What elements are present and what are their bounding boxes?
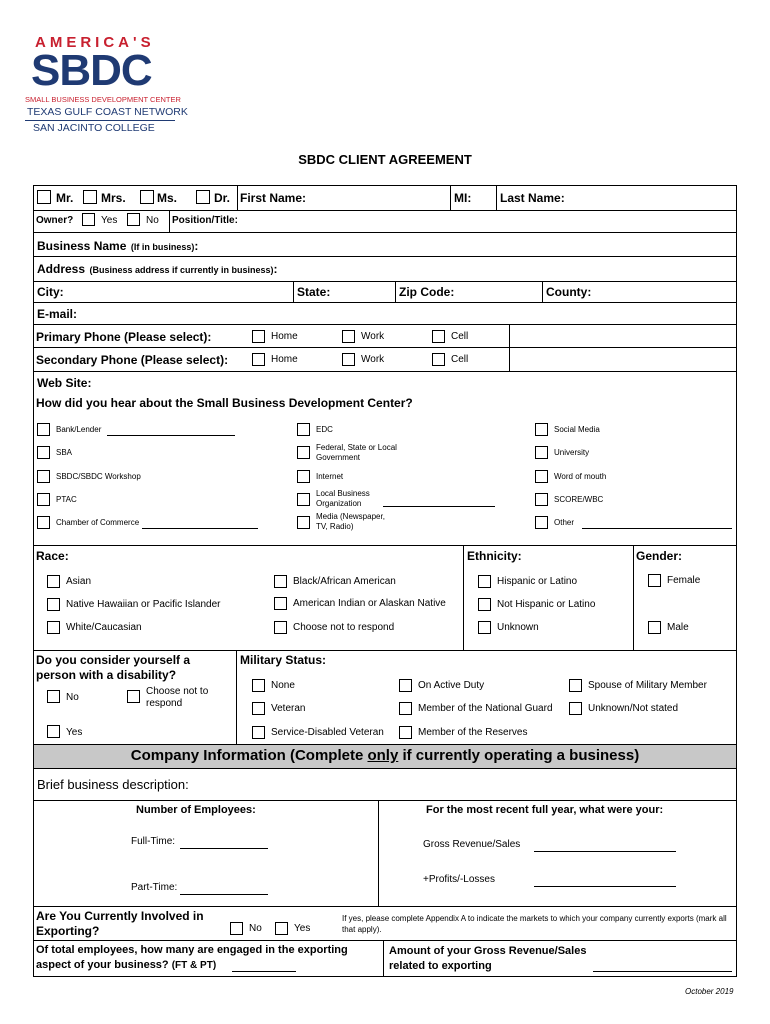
primary-cell-checkbox[interactable] bbox=[432, 330, 445, 343]
military-veteran-checkbox[interactable] bbox=[252, 702, 265, 715]
export-employees-input[interactable] bbox=[232, 971, 296, 972]
dr-label: Dr. bbox=[214, 191, 231, 205]
disability-no-checkbox[interactable] bbox=[47, 690, 60, 703]
military-veteran-label: Veteran bbox=[271, 703, 306, 714]
federal-checkbox[interactable] bbox=[297, 446, 310, 459]
chamber-label: Chamber of Commerce bbox=[56, 518, 140, 527]
position-title-label: Position/Title: bbox=[172, 215, 238, 226]
military-unknown-label: Unknown/Not stated bbox=[588, 703, 679, 714]
military-active-label: On Active Duty bbox=[418, 680, 485, 691]
ptac-checkbox[interactable] bbox=[37, 493, 50, 506]
military-label: Military Status: bbox=[240, 653, 327, 667]
score-checkbox[interactable] bbox=[535, 493, 548, 506]
owner-label: Owner? bbox=[36, 215, 74, 226]
last-name-label: Last Name: bbox=[500, 191, 565, 205]
military-unknown-checkbox[interactable] bbox=[569, 702, 582, 715]
bank-label: Bank/Lender bbox=[56, 425, 102, 434]
federal-label: Federal, State or Local Government bbox=[316, 443, 397, 462]
military-spouse-label: Spouse of Military Member bbox=[588, 680, 707, 691]
military-active-checkbox[interactable] bbox=[399, 679, 412, 692]
mrs-label: Mrs. bbox=[101, 191, 126, 205]
address-note: (Business address if currently in business) bbox=[89, 265, 274, 275]
ms-label: Ms. bbox=[157, 191, 178, 205]
secondary-work-label: Work bbox=[361, 354, 385, 365]
city-label: City: bbox=[37, 285, 64, 299]
black-label: Black/African American bbox=[293, 576, 396, 587]
export-amount-question: Amount of your Gross Revenue/Sales related to exporting bbox=[389, 945, 587, 972]
exporting-yes-checkbox[interactable] bbox=[275, 922, 288, 935]
secondary-phone-label: Secondary Phone (Please select): bbox=[36, 353, 229, 367]
university-label: University bbox=[554, 448, 590, 457]
edc-checkbox[interactable] bbox=[297, 423, 310, 436]
revenue-label: Gross Revenue/Sales bbox=[423, 839, 521, 850]
gender-label: Gender: bbox=[636, 549, 683, 563]
ms-checkbox[interactable] bbox=[140, 190, 154, 204]
workshop-label: SBDC/SBDC Workshop bbox=[56, 472, 141, 481]
secondary-cell-checkbox[interactable] bbox=[432, 353, 445, 366]
primary-phone-label: Primary Phone (Please select): bbox=[36, 330, 212, 344]
export-employees-question bbox=[36, 943, 381, 973]
bank-checkbox[interactable] bbox=[37, 423, 50, 436]
american-indian-label: American Indian or Alaskan Native bbox=[293, 598, 446, 609]
hispanic-label: Hispanic or Latino bbox=[497, 576, 578, 587]
zip-label: Zip Code: bbox=[399, 285, 455, 299]
logo-center: SMALL BUSINESS DEVELOPMENT CENTER bbox=[25, 95, 181, 104]
hawaiian-label: Native Hawaiian or Pacific Islander bbox=[66, 599, 221, 610]
hispanic-checkbox[interactable] bbox=[478, 575, 491, 588]
race-label: Race: bbox=[36, 549, 69, 563]
export-ft-pt: (FT & PT) bbox=[171, 960, 217, 971]
white-checkbox[interactable] bbox=[47, 621, 60, 634]
primary-work-checkbox[interactable] bbox=[342, 330, 355, 343]
state-label: State: bbox=[297, 285, 331, 299]
race-not-respond-checkbox[interactable] bbox=[274, 621, 287, 634]
mrs-checkbox[interactable] bbox=[83, 190, 97, 204]
not-hispanic-checkbox[interactable] bbox=[478, 598, 491, 611]
military-guard-label: Member of the National Guard bbox=[418, 703, 553, 714]
secondary-home-checkbox[interactable] bbox=[252, 353, 265, 366]
form-title: SBDC CLIENT AGREEMENT bbox=[298, 152, 472, 167]
primary-work-label: Work bbox=[361, 331, 385, 342]
military-service-disabled-checkbox[interactable] bbox=[252, 726, 265, 739]
primary-home-label: Home bbox=[271, 331, 298, 342]
secondary-home-label: Home bbox=[271, 354, 298, 365]
primary-home-checkbox[interactable] bbox=[252, 330, 265, 343]
internet-checkbox[interactable] bbox=[297, 470, 310, 483]
website-label: Web Site: bbox=[37, 376, 92, 390]
company-heading bbox=[34, 747, 736, 764]
county-label: County: bbox=[546, 285, 592, 299]
company-heading-pre: Company Information (Complete bbox=[130, 747, 368, 764]
other-label: Other bbox=[554, 518, 575, 527]
military-none-checkbox[interactable] bbox=[252, 679, 265, 692]
military-reserves-checkbox[interactable] bbox=[399, 726, 412, 739]
male-checkbox[interactable] bbox=[648, 621, 661, 634]
recent-year-label: For the most recent full year, what were your: bbox=[426, 804, 664, 816]
hawaiian-checkbox[interactable] bbox=[47, 598, 60, 611]
ethnicity-unknown-label: Unknown bbox=[497, 622, 539, 633]
american-indian-checkbox[interactable] bbox=[274, 597, 287, 610]
address-colon: : bbox=[273, 262, 278, 276]
score-label: SCORE/WBC bbox=[554, 495, 604, 504]
company-heading-post: if currently operating a business) bbox=[398, 747, 640, 764]
company-heading-only: only bbox=[367, 747, 399, 764]
owner-no-label: No bbox=[146, 215, 159, 226]
dr-checkbox[interactable] bbox=[196, 190, 210, 204]
military-none-label: None bbox=[271, 680, 295, 691]
disability-yes-label: Yes bbox=[66, 727, 83, 738]
export-amount-input[interactable] bbox=[593, 971, 732, 972]
owner-yes-checkbox[interactable] bbox=[82, 213, 95, 226]
edc-label: EDC bbox=[316, 425, 333, 434]
secondary-cell-label: Cell bbox=[451, 354, 469, 365]
secondary-work-checkbox[interactable] bbox=[342, 353, 355, 366]
first-name-input[interactable] bbox=[310, 187, 446, 208]
male-label: Male bbox=[667, 622, 689, 633]
owner-yes-label: Yes bbox=[101, 215, 118, 226]
not-hispanic-label: Not Hispanic or Latino bbox=[497, 599, 596, 610]
export-employees-text: aspect of your business? bbox=[36, 959, 169, 971]
disability-no-label: No bbox=[66, 692, 79, 703]
ethnicity-label: Ethnicity: bbox=[467, 549, 522, 563]
last-name-input[interactable] bbox=[570, 187, 734, 208]
footer-date: October 2019 bbox=[685, 987, 734, 996]
military-guard-checkbox[interactable] bbox=[399, 702, 412, 715]
business-name-note: (If in business) bbox=[130, 242, 195, 252]
exporting-no-checkbox[interactable] bbox=[230, 922, 243, 935]
military-spouse-checkbox[interactable] bbox=[569, 679, 582, 692]
exporting-yes-label: Yes bbox=[294, 923, 311, 934]
social-label: Social Media bbox=[554, 425, 600, 434]
word-checkbox[interactable] bbox=[535, 470, 548, 483]
profits-input[interactable] bbox=[534, 886, 676, 887]
logo-sbdc: SBDC bbox=[31, 46, 152, 95]
address-text: Address bbox=[37, 262, 86, 276]
race-not-respond-label: Choose not to respond bbox=[293, 622, 395, 633]
employees-label: Number of Employees: bbox=[136, 804, 256, 816]
sba-label: SBA bbox=[56, 448, 73, 457]
ptac-label: PTAC bbox=[56, 495, 77, 504]
fulltime-input[interactable] bbox=[180, 848, 268, 849]
business-name-text: Business Name bbox=[37, 239, 127, 253]
owner-no-checkbox[interactable] bbox=[127, 213, 140, 226]
other-checkbox[interactable] bbox=[535, 516, 548, 529]
military-service-disabled-label: Service-Disabled Veteran bbox=[271, 727, 384, 738]
export-employees-line1: Of total employees, how many are engaged in the exporting bbox=[36, 944, 348, 956]
female-label: Female bbox=[667, 575, 701, 586]
fulltime-label: Full-Time: bbox=[131, 836, 176, 847]
mr-label: Mr. bbox=[56, 191, 74, 205]
business-name-label bbox=[37, 237, 198, 255]
export-employees-line2 bbox=[36, 958, 381, 973]
mi-label: MI: bbox=[454, 191, 472, 205]
ethnicity-unknown-checkbox[interactable] bbox=[478, 621, 491, 634]
asian-checkbox[interactable] bbox=[47, 575, 60, 588]
military-reserves-label: Member of the Reserves bbox=[418, 727, 528, 738]
social-checkbox[interactable] bbox=[535, 423, 548, 436]
email-label: E-mail: bbox=[37, 307, 78, 321]
black-checkbox[interactable] bbox=[274, 575, 287, 588]
disability-not-respond-label: Choose not to respond bbox=[146, 686, 209, 709]
parttime-input[interactable] bbox=[180, 894, 268, 895]
local-org-label: Local Business Organization bbox=[316, 489, 370, 508]
chamber-checkbox[interactable] bbox=[37, 516, 50, 529]
disability-yes-checkbox[interactable] bbox=[47, 725, 60, 738]
profits-label: +Profits/-Losses bbox=[423, 874, 495, 885]
workshop-checkbox[interactable] bbox=[37, 470, 50, 483]
mr-checkbox[interactable] bbox=[37, 190, 51, 204]
female-checkbox[interactable] bbox=[648, 574, 661, 587]
asian-label: Asian bbox=[66, 576, 92, 587]
white-label: White/Caucasian bbox=[66, 622, 142, 633]
local-org-checkbox[interactable] bbox=[297, 493, 310, 506]
exporting-question: Are You Currently Involved in Exporting? bbox=[36, 909, 204, 938]
media-label: Media (Newspaper, TV, Radio) bbox=[316, 512, 385, 531]
business-name-colon: : bbox=[194, 239, 199, 253]
disability-question: Do you consider yourself a person with a disability? bbox=[36, 653, 191, 682]
word-label: Word of mouth bbox=[554, 472, 607, 481]
media-checkbox[interactable] bbox=[297, 516, 310, 529]
primary-cell-label: Cell bbox=[451, 331, 469, 342]
brief-description-label: Brief business description: bbox=[37, 777, 189, 792]
university-checkbox[interactable] bbox=[535, 446, 548, 459]
hear-about-question: How did you hear about the Small Business Development Center? bbox=[36, 396, 413, 410]
sba-checkbox[interactable] bbox=[37, 446, 50, 459]
sbdc-logo bbox=[25, 34, 188, 134]
disability-not-respond-checkbox[interactable] bbox=[127, 690, 140, 703]
logo-americas: AMERICA'S bbox=[35, 34, 155, 51]
exporting-note: If yes, please complete Appendix A to indicate the markets to which your company currently exports (mark all that apply). bbox=[342, 914, 727, 934]
address-label bbox=[37, 260, 278, 278]
first-name-label: First Name: bbox=[240, 191, 307, 205]
logo-network: TEXAS GULF COAST NETWORK bbox=[27, 106, 188, 118]
exporting-no-label: No bbox=[249, 923, 262, 934]
internet-label: Internet bbox=[316, 472, 344, 481]
logo-college: SAN JACINTO COLLEGE bbox=[33, 122, 155, 134]
revenue-input[interactable] bbox=[534, 851, 676, 852]
parttime-label: Part-Time: bbox=[131, 882, 178, 893]
